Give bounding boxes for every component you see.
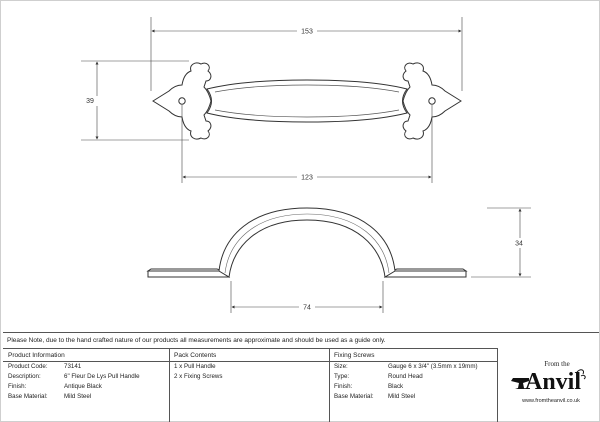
fixing-screws-title: Fixing Screws <box>329 349 497 362</box>
pack-contents-panel <box>169 349 329 422</box>
info-row: Product Code: 73141 <box>8 363 82 370</box>
screw-row: Size: Gauge 6 x 3/4" (3.5mm x 19mm) <box>334 363 478 370</box>
product-information-title: Product Information <box>3 349 169 362</box>
logo-brand: Anvil <box>524 369 582 395</box>
column-divider <box>497 348 498 422</box>
info-row: Finish: Antique Black <box>8 383 102 390</box>
anvil-logo-graphic <box>499 350 599 420</box>
product-information-panel <box>3 349 169 422</box>
dim-overall-width-label: 153 <box>301 28 313 36</box>
column-divider <box>169 348 170 422</box>
disclaimer-note: Please Note, due to the hand crafted nature of our products all measurements are approximate and should be used as a guide only. <box>7 337 386 344</box>
dim-hole-centres-label: 123 <box>301 174 313 182</box>
pack-item: 1 x Pull Handle <box>174 363 216 370</box>
screw-row: Base Material: Mild Steel <box>334 393 416 400</box>
pack-contents-title: Pack Contents <box>169 349 329 362</box>
left-screw-hole <box>179 98 185 104</box>
handle-arch <box>219 208 395 277</box>
column-divider <box>329 348 330 422</box>
logo-tagline: From the <box>544 360 570 368</box>
screw-row: Finish: Black <box>334 383 404 390</box>
info-row: Description: 6" Fleur De Lys Pull Handle <box>8 373 140 380</box>
front-view <box>153 63 461 139</box>
dim-projection-label: 34 <box>515 240 523 248</box>
logo-url: www.fromtheanvil.co.uk <box>522 398 580 404</box>
note-divider <box>3 332 599 333</box>
fixing-screws-panel <box>329 349 497 422</box>
dim-grip-width-label: 74 <box>303 304 311 312</box>
side-view <box>148 208 466 277</box>
screw-row: Type: Round Head <box>334 373 423 380</box>
dim-height-front-label: 39 <box>86 98 94 105</box>
left-foot <box>148 271 229 277</box>
info-row: Base Material: Mild Steel <box>8 393 92 400</box>
handle-grip <box>207 80 407 122</box>
pack-item: 2 x Fixing Screws <box>174 373 223 380</box>
info-table <box>3 348 497 421</box>
right-screw-hole <box>429 98 435 104</box>
from-the-anvil-logo <box>499 350 599 420</box>
right-foot <box>385 271 466 277</box>
technical-drawing <box>1 1 600 335</box>
